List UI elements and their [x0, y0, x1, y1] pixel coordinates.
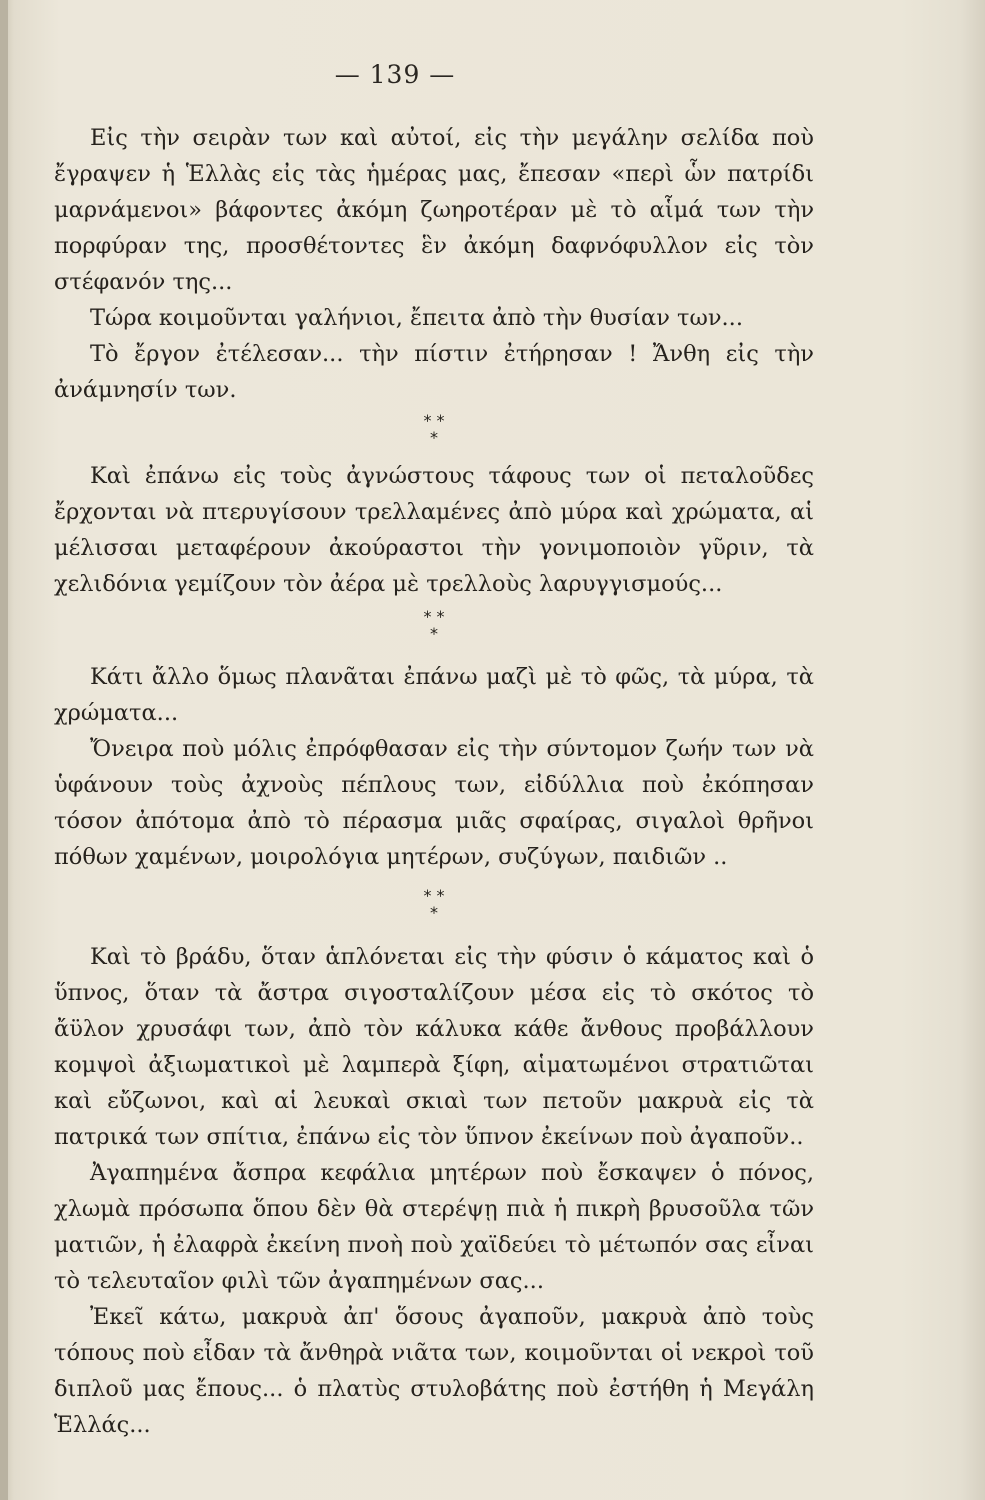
page-number: — 139 —	[334, 60, 456, 89]
paragraph-2: Τώρα κοιμοῦνται γαλήνιοι, ἔπειτα ἀπὸ τὴν θυσίαν των...	[90, 305, 743, 331]
paragraph-6: Ὄνειρα ποὺ μόλις ἐπρόφθασαν εἰς τὴν σύντομον ζωήν των νὰ ὑφάνουν τοὺς ἀχνοὺς πέπλους των, εἰδύλλια ποὺ ἐκόπησαν τόσον ἀπότομα ἀπὸ τὸ πέρασμα μιᾶς σφαίρας, σιγαλοὶ θρῆνοι πόθων χαμένων, μοιρολόγια μητέρων, συζύγων, παιδιῶν ..	[54, 736, 814, 870]
paragraph-7: Καὶ τὸ βράδυ, ὅταν ἁπλόνεται εἰς τὴν φύσιν ὁ κάματος καὶ ὁ ὕπνος, ὅταν τὰ ἄστρα σιγοσταλίζουν μέσα εἰς τὸ σκότος τὸ ἄϋλον χρυσάφι των, ἀπὸ τὸν κάλυκα κάθε ἄνθους προβάλλουν κομψοὶ ἀξιωματικοὶ μὲ λαμπερὰ ξίφη, αἱματωμένοι στρατιῶται καὶ εὔζωνοι, καὶ αἱ λευκαὶ σκιαὶ των πετοῦν μακρυὰ εἰς τὰ πατρικά των σπίτια, ἐπάνω εἰς τὸν ὕπνον ἐκείνων ποὺ ἀγαποῦν..	[54, 944, 814, 1150]
paragraph-3: Τὸ ἔργον ἐτέλεσαν... τὴν πίστιν ἐτήρησαν ! Ἄνθη εἰς τὴν ἀνάμνησίν των.	[54, 341, 814, 403]
paragraph-8: Ἀγαπημένα ἄσπρα κεφάλια μητέρων ποὺ ἔσκαψεν ὁ πόνος, χλωμὰ πρόσωπα ὅπου δὲν θὰ στερέψῃ πιὰ ἡ πικρὴ βρυσοῦλα τῶν ματιῶν, ἡ ἐλαφρὰ ἐκείνη πνοὴ ποὺ χαϊδεύει τὸ μέτωπόν σας εἶναι τὸ τελευταῖον φιλὶ τῶν ἀγαπημένων σας...	[54, 1160, 814, 1294]
section-separator-2	[54, 608, 814, 642]
paragraph-9: Ἐκεῖ κάτω, μακρυὰ ἀπ' ὅσους ἀγαποῦν, μακρυὰ ἀπὸ τοὺς τόπους ποὺ εἶδαν τὰ ἄνθηρὰ νιᾶτα των, κοιμοῦνται οἱ νεκροὶ τοῦ διπλοῦ μας ἔπους... ὁ πλατὺς στυλοβάτης ποὺ ἐστήθη ἡ Μεγάλη Ἑλλάς...	[54, 1304, 814, 1438]
separator-stars-top: * *	[423, 607, 445, 626]
section-separator-3	[54, 887, 814, 921]
separator-star-bottom: *	[430, 624, 438, 643]
paragraph-4: Καὶ ἐπάνω εἰς τοὺς ἀγνώστους τάφους των οἱ πεταλοῦδες ἔρχονται νὰ πτερυγίσουν τρελλαμένες ἀπὸ μύρα καὶ χρώματα, αἱ μέλισσαι μεταφέρουν ἀκούραστοι τὴν γονιμοποιὸν γῦριν, τὰ χελιδόνια γεμίζουν τὸν ἀέρα μὲ τρελλοὺς λαρυγγισμούς...	[54, 463, 814, 597]
section-separator-1	[54, 412, 814, 446]
separator-stars-top: * *	[423, 411, 445, 430]
separator-stars-top: * *	[423, 886, 445, 905]
separator-star-bottom: *	[430, 428, 438, 447]
paragraph-1: Εἰς τὴν σειρὰν των καὶ αὐτοί, εἰς τὴν μεγάλην σελίδα ποὺ ἔγραψεν ἡ Ἑλλὰς εἰς τὰς ἡμέρας μας, ἔπεσαν «περὶ ὧν πατρίδι μαρνάμενοι» βάφοντες ἀκόμη ζωηροτέραν μὲ τὸ αἷμά των τὴν πορφύραν της, προσθέτοντες ἓν ἀκόμη δαφνόφυλλον εἰς τὸν στέφανόν της...	[54, 125, 814, 295]
paragraph-5: Κάτι ἄλλο ὅμως πλανᾶται ἐπάνω μαζὶ μὲ τὸ φῶς, τὰ μύρα, τὰ χρώματα...	[54, 664, 814, 726]
separator-star-bottom: *	[430, 903, 438, 922]
page-body	[54, 120, 814, 1443]
